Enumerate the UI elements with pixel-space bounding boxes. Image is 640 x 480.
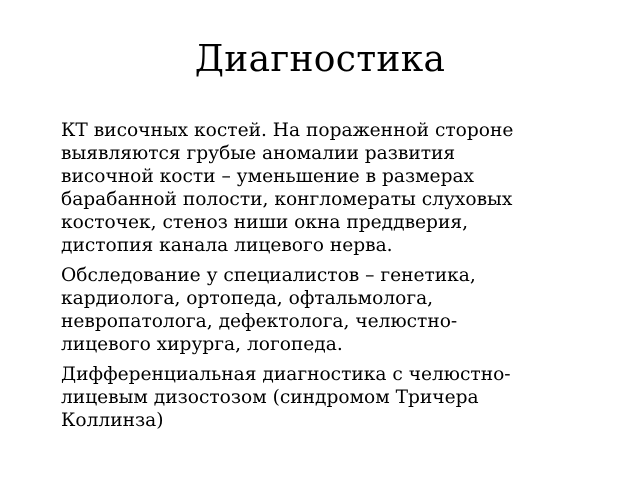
text-line: косточек, стеноз ниши окна преддверия, xyxy=(61,212,468,233)
paragraph-specialists xyxy=(61,264,621,356)
text-line: дистопия канала лицевого нерва. xyxy=(61,235,393,256)
text-line: барабанной полости, конгломераты слуховых xyxy=(61,189,513,210)
text-line: КТ височных костей. На пораженной стороне xyxy=(61,120,514,141)
text-line: Дифференциальная диагностика с челюстно- xyxy=(61,364,511,385)
text-line: Обследование у специалистов – генетика, xyxy=(61,265,476,286)
text-line: Коллинза) xyxy=(61,410,164,431)
text-line: лицевого хирурга, логопеда. xyxy=(61,334,343,355)
slide-body xyxy=(61,119,621,439)
slide-title: Диагностика xyxy=(194,39,446,80)
text-line: кардиолога, ортопеда, офтальмолога, xyxy=(61,288,434,309)
paragraph-ct-findings xyxy=(61,119,621,257)
text-line: лицевым дизостозом (синдромом Тричера xyxy=(61,387,479,408)
paragraph-differential-diagnosis xyxy=(61,363,621,432)
text-line: височной кости – уменьшение в размерах xyxy=(61,166,475,187)
text-line: выявляются грубые аномалии развития xyxy=(61,143,456,164)
text-line: невропатолога, дефектолога, челюстно- xyxy=(61,311,458,332)
